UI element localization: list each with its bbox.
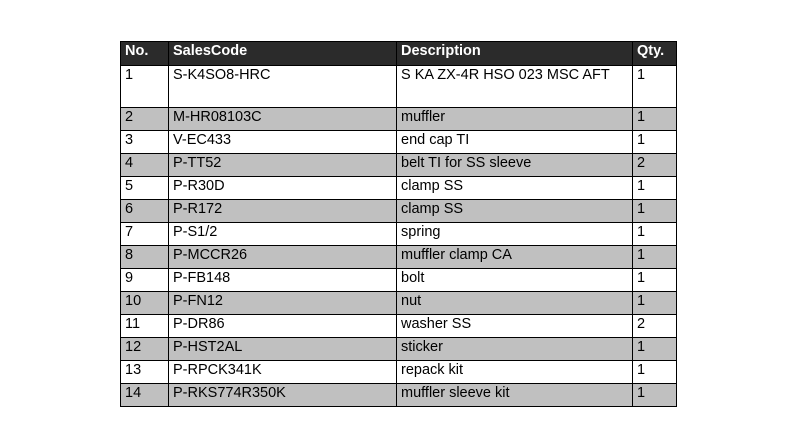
- table-row: [121, 269, 677, 292]
- cell-qty: 1: [633, 338, 677, 361]
- parts-table-container: [120, 41, 676, 407]
- cell-salescode: S-K4SO8-HRC: [169, 66, 397, 108]
- cell-no: 13: [121, 361, 169, 384]
- cell-qty: 1: [633, 269, 677, 292]
- cell-description: bolt: [397, 269, 633, 292]
- cell-no: 12: [121, 338, 169, 361]
- cell-description: muffler clamp CA: [397, 246, 633, 269]
- table-body: [121, 66, 677, 407]
- table-row: [121, 177, 677, 200]
- cell-no: 2: [121, 108, 169, 131]
- cell-no: 6: [121, 200, 169, 223]
- table-header-row: [121, 42, 677, 66]
- cell-qty: 1: [633, 200, 677, 223]
- cell-description: washer SS: [397, 315, 633, 338]
- cell-salescode: P-RKS774R350K: [169, 384, 397, 407]
- cell-salescode: P-MCCR26: [169, 246, 397, 269]
- column-header-description: Description: [397, 42, 633, 66]
- table-row: [121, 292, 677, 315]
- cell-qty: 1: [633, 66, 677, 108]
- cell-description: spring: [397, 223, 633, 246]
- cell-qty: 1: [633, 131, 677, 154]
- cell-salescode: P-TT52: [169, 154, 397, 177]
- cell-no: 11: [121, 315, 169, 338]
- cell-qty: 1: [633, 384, 677, 407]
- cell-no: 1: [121, 66, 169, 108]
- cell-description: muffler: [397, 108, 633, 131]
- cell-description: nut: [397, 292, 633, 315]
- cell-description: clamp SS: [397, 177, 633, 200]
- cell-description: S KA ZX-4R HSO 023 MSC AFT: [397, 66, 633, 108]
- table-row: [121, 361, 677, 384]
- cell-description: end cap TI: [397, 131, 633, 154]
- cell-qty: 1: [633, 292, 677, 315]
- table-row: [121, 338, 677, 361]
- cell-salescode: V-EC433: [169, 131, 397, 154]
- cell-salescode: P-DR86: [169, 315, 397, 338]
- cell-no: 4: [121, 154, 169, 177]
- column-header-no: No.: [121, 42, 169, 66]
- cell-description: muffler sleeve kit: [397, 384, 633, 407]
- cell-salescode: P-S1/2: [169, 223, 397, 246]
- cell-no: 3: [121, 131, 169, 154]
- cell-qty: 1: [633, 246, 677, 269]
- cell-qty: 2: [633, 154, 677, 177]
- cell-qty: 1: [633, 361, 677, 384]
- table-row: [121, 315, 677, 338]
- table-row: [121, 223, 677, 246]
- table-row: [121, 108, 677, 131]
- cell-no: 8: [121, 246, 169, 269]
- table-row: [121, 246, 677, 269]
- table-row: [121, 66, 677, 108]
- cell-no: 5: [121, 177, 169, 200]
- cell-no: 14: [121, 384, 169, 407]
- cell-qty: 1: [633, 177, 677, 200]
- column-header-qty: Qty.: [633, 42, 677, 66]
- cell-no: 10: [121, 292, 169, 315]
- cell-description: sticker: [397, 338, 633, 361]
- cell-qty: 1: [633, 223, 677, 246]
- column-header-salescode: SalesCode: [169, 42, 397, 66]
- parts-table: [120, 41, 677, 407]
- cell-salescode: P-FB148: [169, 269, 397, 292]
- cell-description: clamp SS: [397, 200, 633, 223]
- cell-salescode: P-HST2AL: [169, 338, 397, 361]
- cell-salescode: P-R172: [169, 200, 397, 223]
- table-row: [121, 154, 677, 177]
- cell-salescode: M-HR08103C: [169, 108, 397, 131]
- cell-salescode: P-RPCK341K: [169, 361, 397, 384]
- cell-qty: 1: [633, 108, 677, 131]
- table-row: [121, 384, 677, 407]
- table-row: [121, 200, 677, 223]
- cell-no: 7: [121, 223, 169, 246]
- cell-salescode: P-FN12: [169, 292, 397, 315]
- cell-description: belt TI for SS sleeve: [397, 154, 633, 177]
- cell-salescode: P-R30D: [169, 177, 397, 200]
- cell-qty: 2: [633, 315, 677, 338]
- cell-description: repack kit: [397, 361, 633, 384]
- cell-no: 9: [121, 269, 169, 292]
- table-row: [121, 131, 677, 154]
- table-header: [121, 42, 677, 66]
